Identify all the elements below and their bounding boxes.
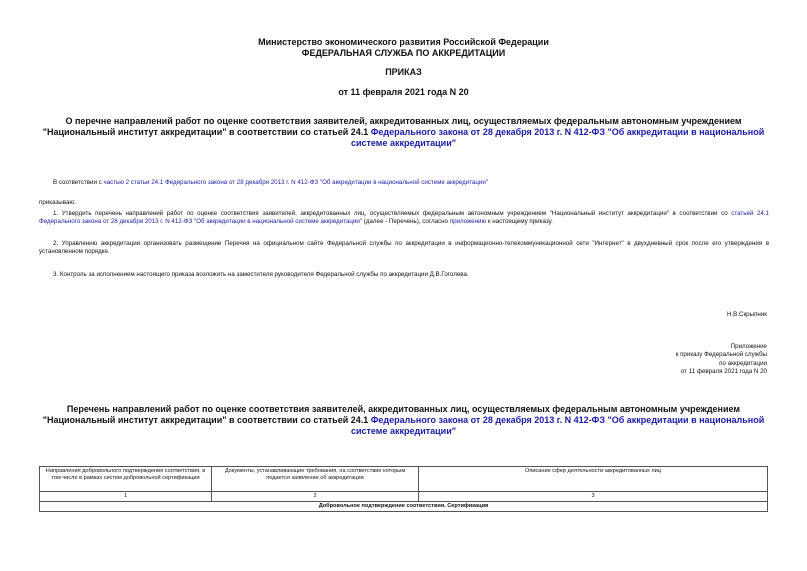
appendix-block: [676, 343, 767, 377]
document-header: [0, 37, 807, 59]
table-header-cell: Направления добровольного подтверждения соответствия, в том числе в рамках систем добровольной сертификации: [40, 467, 212, 492]
signature: Н.В.Скрыпник: [726, 311, 767, 318]
table-section-row: [40, 502, 768, 512]
order-word: приказываю:: [39, 199, 76, 206]
order-title-line3-link[interactable]: системе аккредитации": [350, 138, 457, 148]
item-1: [39, 210, 769, 227]
order-title-line2: [0, 127, 807, 138]
item-2: 2. Управлению аккредитации организовать размещение Перечня на официальном сайте Федеральной службы по аккредитации в информационно-телекоммуникационной сети "Интернет" в двухдневный срок после его утверждения в установленном порядке.: [39, 240, 769, 256]
item-1-text-c: к настоящему приказу.: [486, 218, 553, 226]
doc-date-number: от 11 февраля 2021 года N 20: [338, 87, 469, 97]
appendix-line2: к приказу Федеральной службы: [675, 351, 767, 359]
table-section-cell: Добровольное подтверждение соответствия. Сертификация: [40, 502, 768, 512]
table-header-row: [40, 467, 768, 492]
service-name: ФЕДЕРАЛЬНАЯ СЛУЖБА ПО АККРЕДИТАЦИИ: [301, 48, 506, 58]
item-1-text-b: (далее - Перечень), согласно: [362, 218, 450, 226]
table-header-cell: Документы, устанавливающие требования, на соответствие которым подается заявление об аккредитации: [212, 467, 419, 492]
table-number-cell: 3: [419, 492, 768, 502]
preamble-text: В соответствии с: [53, 179, 104, 186]
item-1-text-a: 1. Утвердить перечень направлений работ по оценке соответствия заявителей, аккредитованных лиц, осуществляемых федеральным автономным учреждением "Национальный институт аккредитации" в соответствии со: [53, 210, 732, 217]
list-title-line1: Перечень направлений работ по оценке соответствия заявителей, аккредитованных лиц, осуществляемых федеральным автономным учреждением: [66, 404, 741, 414]
item-1-law-link[interactable]: статьей 24.1 Федерального закона от 28 декабря 2013 г. N 412-ФЗ "Об аккредитации в национальной системе аккредитации": [39, 210, 769, 226]
list-title-line3-link[interactable]: системе аккредитации": [350, 426, 457, 436]
table-number-cell: 1: [40, 492, 212, 502]
ministry-name: Министерство экономического развития Российской Федерации: [258, 37, 549, 47]
appendix-line4: от 11 февраля 2021 года N 20: [680, 368, 767, 376]
list-title-law-link[interactable]: Федерального закона от 28 декабря 2013 г. N 412-ФЗ "Об аккредитации в национальной: [370, 415, 765, 425]
preamble-law-link[interactable]: частью 2 статьи 24.1 Федерального закона от 28 декабря 2013 г. N 412-ФЗ "Об аккредитации в национальной системе аккредитации": [103, 179, 489, 186]
list-title: [0, 404, 807, 437]
list-title-line2: [0, 415, 807, 426]
preamble: [53, 179, 753, 187]
table-header-cell: Описание сфер деятельности аккредитованных лиц: [419, 467, 768, 492]
item-3: 3. Контроль за исполнением настоящего приказа возложить на заместителя руководителя Федеральной службы по аккредитации Д.В.Гоголева.: [53, 271, 469, 278]
order-title-plain: "Национальный институт аккредитации" в соответствии со статьей 24.1: [42, 127, 371, 137]
directions-table: [39, 466, 768, 512]
order-title-law-link[interactable]: Федерального закона от 28 декабря 2013 г. N 412-ФЗ "Об аккредитации в национальной: [370, 127, 765, 137]
doc-type: ПРИКАЗ: [385, 67, 422, 77]
order-title-line1: О перечне направлений работ по оценке соответствия заявителей, аккредитованных лиц, осуществляемых федеральным автономным учреждением: [65, 116, 742, 126]
appendix-line1: Приложение: [730, 343, 767, 350]
item-1-appendix-link[interactable]: приложению: [449, 218, 487, 226]
order-title: [0, 116, 807, 149]
table-number-row: [40, 492, 768, 502]
appendix-line3: по аккредитации: [719, 359, 767, 367]
list-title-plain: "Национальный институт аккредитации" в соответствии со статьей 24.1: [42, 415, 371, 425]
table-number-cell: 2: [212, 492, 419, 502]
